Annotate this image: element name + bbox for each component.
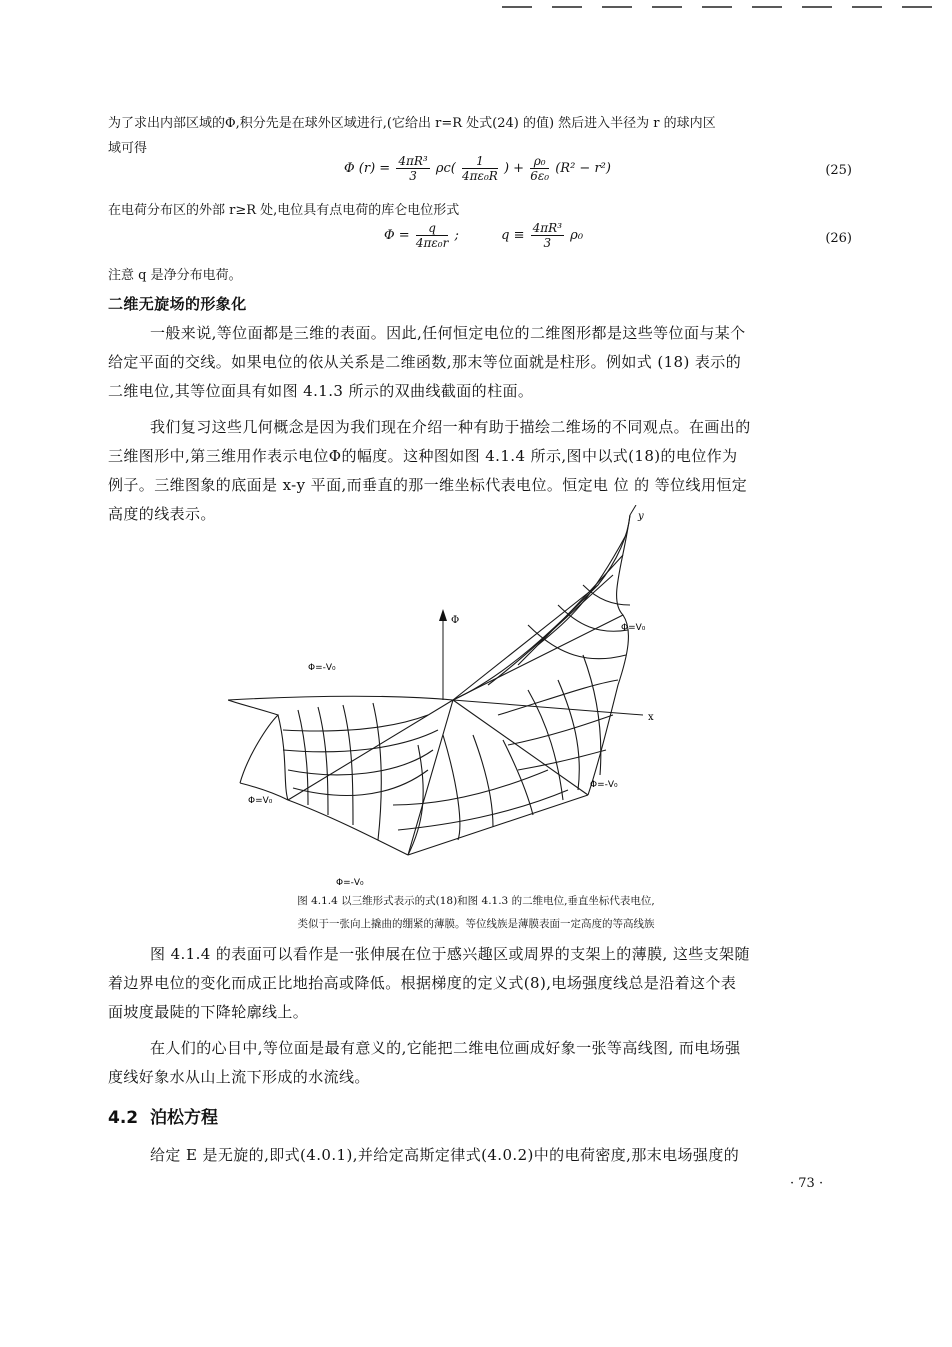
paragraph-line: 着边界电位的变化而成正比地抬高或降低。根据梯度的定义式(8),电场强度线总是沿着这个表 xyxy=(108,974,737,992)
eq-part: Φ (r) = xyxy=(344,161,391,176)
section-title: 泊松方程 xyxy=(149,1108,218,1128)
boundary-label: Φ=-V₀ xyxy=(590,780,618,790)
numerator: ρ₀ xyxy=(530,154,549,169)
equation-26 xyxy=(384,221,583,250)
fraction xyxy=(530,154,549,183)
denominator: 4πε₀r xyxy=(415,236,449,250)
figure-3d-potential-surface xyxy=(228,505,668,890)
text-line: 在电荷分布区的外部 r≥R 处,电位具有点电荷的库仑电位形式 xyxy=(108,203,460,218)
numerator: 4πR³ xyxy=(532,221,563,235)
paragraph-line: 我们复习这些几何概念是因为我们现在介绍一种有助于描绘二维场的不同观点。在画出的 xyxy=(150,418,751,436)
eq-part: (R² − r²) xyxy=(555,161,611,176)
y-axis-label: y xyxy=(638,511,644,522)
fraction xyxy=(462,154,498,183)
text-line: 为了求出内部区域的Φ,积分先是在球外区域进行,(它给出 r=R 处式(24) 的值) 然后进入半径为 r 的球内区 xyxy=(108,116,716,131)
surface-edge xyxy=(228,696,453,700)
boundary-label: Φ=-V₀ xyxy=(336,878,364,888)
paragraph-line: 在人们的心目中,等位面是最有意义的,它能把二维电位画成好象一张等高线图, 而电场强 xyxy=(150,1039,741,1057)
eq-part: Φ = xyxy=(384,228,410,243)
paragraph-line: 例子。三维图象的底面是 x-y 平面,而垂直的那一维坐标代表电位。恒定电 位 的 等位线用恒定 xyxy=(108,476,748,494)
equation-number: (26) xyxy=(825,231,852,246)
numerator: 1 xyxy=(462,154,498,169)
phi-axis-label: Φ xyxy=(451,615,460,626)
surface-edge xyxy=(453,515,630,700)
equation-number: (25) xyxy=(825,163,852,178)
fraction xyxy=(396,154,429,183)
eq-part: ; xyxy=(454,228,459,243)
paragraph-line: 给定平面的交线。如果电位的依从关系是二维函数,那末等位面就是柱形。例如式 (18) 表示的 xyxy=(108,353,742,371)
paragraph-line: 面坡度最陡的下降轮廓线上。 xyxy=(108,1003,309,1021)
eq-part: ρc( xyxy=(435,161,456,176)
equation-25 xyxy=(344,154,611,183)
paragraph-line: 一般来说,等位面都是三维的表面。因此,任何恒定电位的二维图形都是这些等位面与某个 xyxy=(150,324,746,342)
boundary-label: Φ=-V₀ xyxy=(308,663,336,673)
eq-part: ) + xyxy=(503,161,525,176)
denominator: 3 xyxy=(543,236,552,250)
paragraph-line: 三维图形中,第三维用作表示电位Φ的幅度。这种图如图 4.1.4 所示,图中以式(18)的电位作为 xyxy=(108,447,738,465)
eq-part: q ≡ xyxy=(501,228,525,243)
section-heading: 二维无旋场的形象化 xyxy=(108,295,247,313)
fraction xyxy=(531,221,564,250)
denominator: 4πε₀R xyxy=(461,169,498,183)
header-rule xyxy=(492,0,952,14)
x-axis-label: x xyxy=(648,712,654,723)
paragraph-line: 二维电位,其等位面具有如图 4.1.3 所示的双曲线截面的柱面。 xyxy=(108,382,534,400)
denominator: 6ε₀ xyxy=(530,169,550,183)
paragraph-line: 给定 E 是无旋的,即式(4.0.1),并给定高斯定律式(4.0.2)中的电荷密度,那末电场强度的 xyxy=(150,1146,740,1164)
paragraph-line: 高度的线表示。 xyxy=(108,505,216,523)
denominator: 3 xyxy=(409,169,417,183)
boundary-label: Φ=V₀ xyxy=(621,623,646,633)
figure-caption: 图 4.1.4 以三维形式表示的式(18)和图 4.1.3 的二维电位,垂直坐标代表电位, xyxy=(297,895,655,907)
surface-edge xyxy=(228,700,278,783)
numerator: 4πR³ xyxy=(398,154,428,168)
paragraph-line: 图 4.1.4 的表面可以看作是一张伸展在位于感兴趣区或周界的支架上的薄膜, 这些支架随 xyxy=(150,945,750,963)
eq-part: ρ₀ xyxy=(570,228,584,243)
text-line: 注意 q 是净分布电荷。 xyxy=(108,268,242,283)
paragraph-line: 度线好象水从山上流下形成的水流线。 xyxy=(108,1068,370,1086)
text-line: 域可得 xyxy=(108,141,148,156)
page-number: · 73 · xyxy=(790,1176,824,1191)
section-heading xyxy=(108,1103,218,1128)
boundary-label: Φ=V₀ xyxy=(248,796,273,806)
section-number: 4.2 xyxy=(108,1108,139,1128)
numerator: q xyxy=(416,221,449,236)
figure-caption: 类似于一张向上撬曲的绷紧的薄膜。等位线族是薄膜表面一定高度的等高线族 xyxy=(297,918,655,930)
fraction xyxy=(416,221,449,250)
